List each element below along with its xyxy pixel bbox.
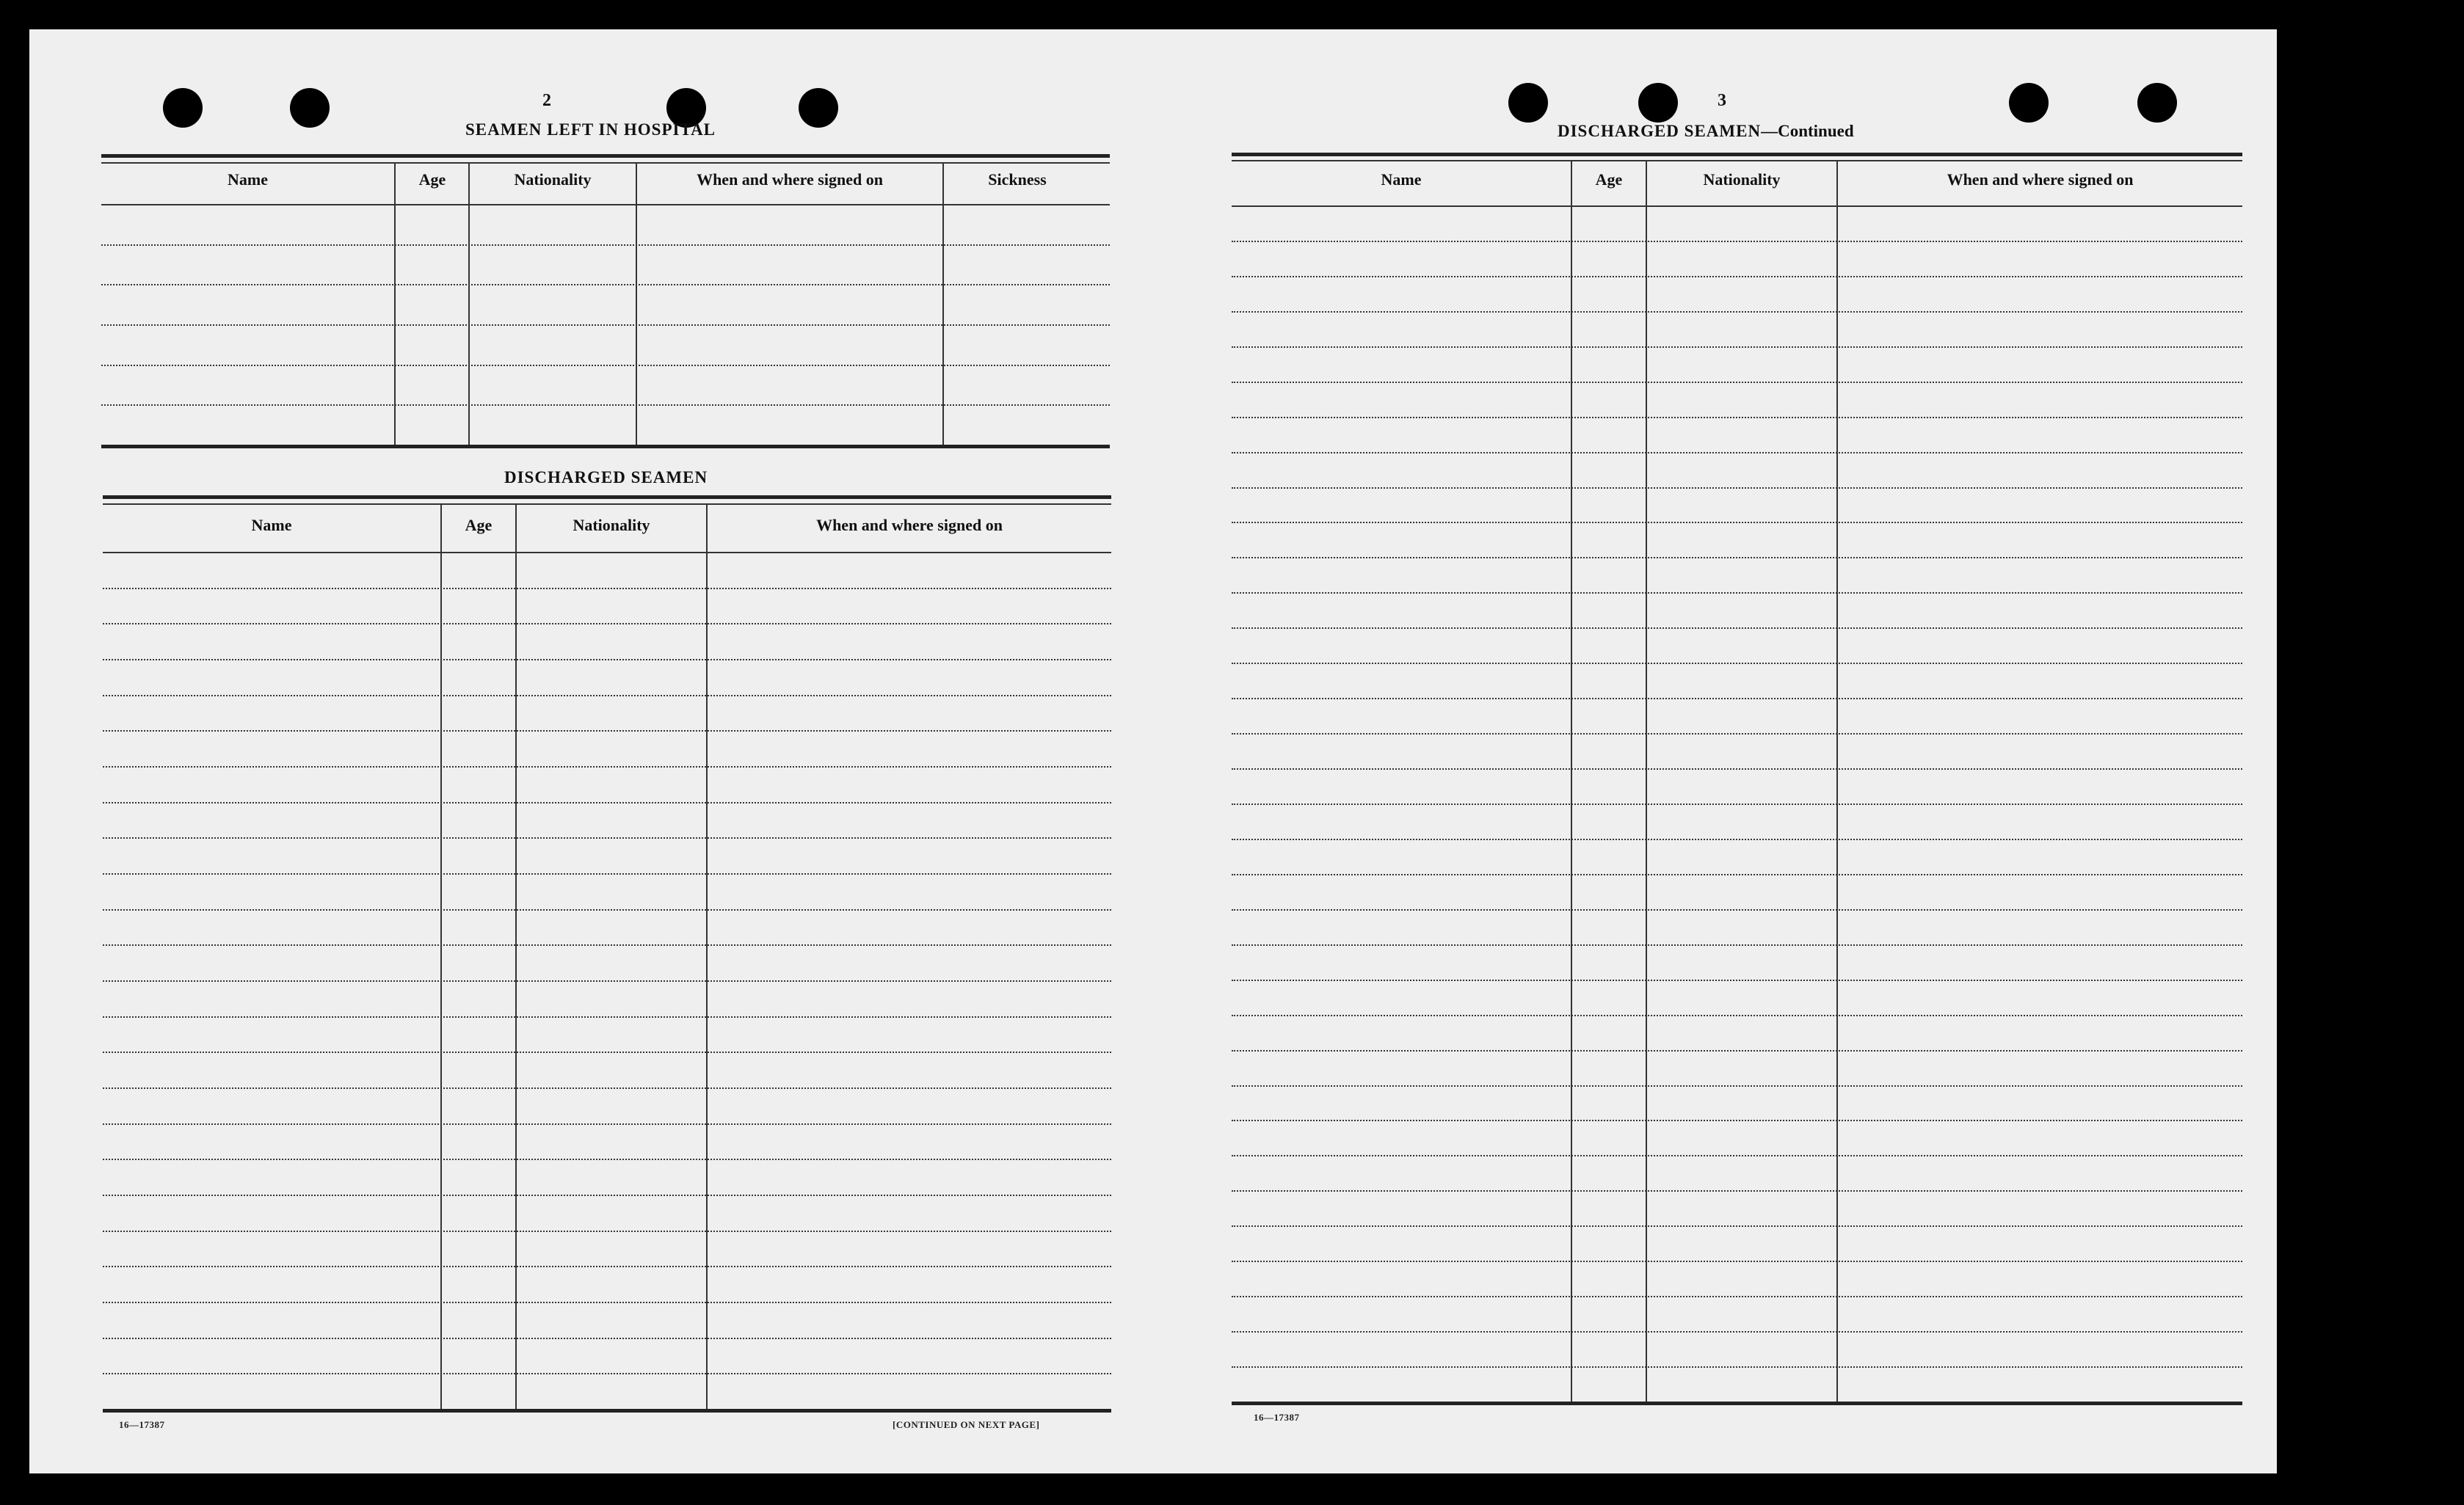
punch-hole — [2137, 83, 2177, 123]
rule — [103, 552, 1111, 553]
table-row — [1232, 592, 2242, 594]
table-row — [1232, 1085, 2242, 1087]
table-row — [103, 1266, 1111, 1267]
rule — [103, 503, 1111, 505]
right-section-title — [1558, 122, 1854, 141]
table-row — [103, 1052, 1111, 1053]
punch-hole — [1508, 83, 1548, 123]
table-row — [1232, 803, 2242, 805]
table-row — [103, 1338, 1111, 1339]
table-row — [1232, 980, 2242, 981]
table-row — [103, 837, 1111, 839]
discharged-section-title: DISCHARGED SEAMEN — [504, 468, 708, 487]
table-row — [103, 1016, 1111, 1018]
table-row — [1232, 1331, 2242, 1333]
table-row — [103, 909, 1111, 911]
column-divider — [706, 503, 708, 1410]
right-section-title-main: DISCHARGED SEAMEN — [1558, 122, 1762, 140]
punch-hole — [799, 88, 838, 128]
col-header-nationality: Nationality — [1703, 170, 1781, 189]
table-row — [103, 1087, 1111, 1089]
table-row — [1232, 1366, 2242, 1368]
table-row — [103, 1373, 1111, 1374]
col-header-age: Age — [465, 516, 493, 534]
table-row — [1232, 1155, 2242, 1156]
table-row — [101, 404, 1110, 406]
page-number-left: 2 — [542, 91, 551, 110]
punch-hole — [1638, 83, 1678, 123]
punch-hole — [290, 88, 330, 128]
table-row — [101, 365, 1110, 366]
table-row — [103, 588, 1111, 589]
punch-hole — [163, 88, 203, 128]
continued-note: [CONTINUED ON NEXT PAGE] — [893, 1419, 1040, 1430]
form-number-right: 16—17387 — [1254, 1412, 1300, 1423]
table-row — [103, 1159, 1111, 1160]
table-row — [1232, 1261, 2242, 1262]
col-header-age: Age — [1595, 170, 1623, 189]
table-row — [1232, 627, 2242, 629]
rule — [103, 495, 1111, 499]
page-number-right: 3 — [1718, 91, 1726, 110]
table-row — [103, 695, 1111, 696]
table-row — [1232, 663, 2242, 664]
table-row — [103, 1123, 1111, 1125]
table-row — [1232, 768, 2242, 770]
col-header-sickness: Sickness — [988, 170, 1047, 189]
hospital-section-title: SEAMEN LEFT IN HOSPITAL — [465, 120, 716, 139]
table-row — [103, 730, 1111, 732]
table-row — [103, 802, 1111, 803]
table-row — [1232, 276, 2242, 277]
column-divider — [636, 162, 637, 446]
rule — [1232, 1402, 2242, 1405]
punch-hole — [2009, 83, 2049, 123]
table-row — [1232, 1015, 2242, 1016]
table-row — [101, 244, 1110, 246]
col-header-when-where: When and where signed on — [697, 170, 883, 189]
table-row — [1232, 311, 2242, 313]
table-row — [1232, 874, 2242, 875]
table-row — [1232, 1225, 2242, 1227]
table-row — [1232, 346, 2242, 348]
rule — [103, 1409, 1111, 1413]
table-row — [1232, 733, 2242, 735]
table-row — [1232, 909, 2242, 911]
table-row — [101, 284, 1110, 285]
table-row — [101, 324, 1110, 326]
rule — [101, 162, 1110, 164]
table-row — [1232, 1190, 2242, 1192]
rule — [1232, 160, 2242, 161]
table-row — [1232, 839, 2242, 840]
col-header-name: Name — [251, 516, 292, 534]
rule — [101, 204, 1110, 205]
rule — [1232, 153, 2242, 156]
column-divider — [515, 503, 517, 1410]
table-row — [103, 1195, 1111, 1196]
table-row — [103, 766, 1111, 768]
col-header-when-where: When and where signed on — [1947, 170, 2134, 189]
table-row — [103, 873, 1111, 875]
rule — [1232, 205, 2242, 207]
table-row — [1232, 557, 2242, 558]
col-header-name: Name — [1381, 170, 1422, 189]
table-row — [1232, 698, 2242, 699]
table-row — [103, 1231, 1111, 1232]
table-row — [103, 944, 1111, 946]
table-row — [103, 623, 1111, 624]
rule — [101, 445, 1110, 448]
right-section-title-suffix: —Continued — [1761, 122, 1854, 140]
table-row — [1232, 487, 2242, 489]
col-header-age: Age — [418, 170, 446, 189]
column-divider — [942, 162, 944, 446]
table-row — [1232, 944, 2242, 946]
table-row — [103, 1302, 1111, 1303]
column-divider — [440, 503, 442, 1410]
table-row — [1232, 1050, 2242, 1052]
col-header-name: Name — [228, 170, 268, 189]
rule — [101, 154, 1110, 158]
table-row — [1232, 1296, 2242, 1297]
table-row — [1232, 452, 2242, 453]
col-header-nationality: Nationality — [514, 170, 592, 189]
form-number-left: 16—17387 — [119, 1419, 165, 1430]
table-row — [1232, 241, 2242, 242]
col-header-nationality: Nationality — [573, 516, 650, 534]
column-divider — [468, 162, 470, 446]
column-divider — [394, 162, 396, 446]
col-header-when-where: When and where signed on — [816, 516, 1003, 534]
table-row — [1232, 522, 2242, 523]
table-row — [1232, 1120, 2242, 1121]
table-row — [103, 659, 1111, 660]
table-row — [1232, 417, 2242, 418]
table-row — [1232, 382, 2242, 383]
table-row — [103, 980, 1111, 982]
manifest-sheet — [29, 29, 2277, 1473]
